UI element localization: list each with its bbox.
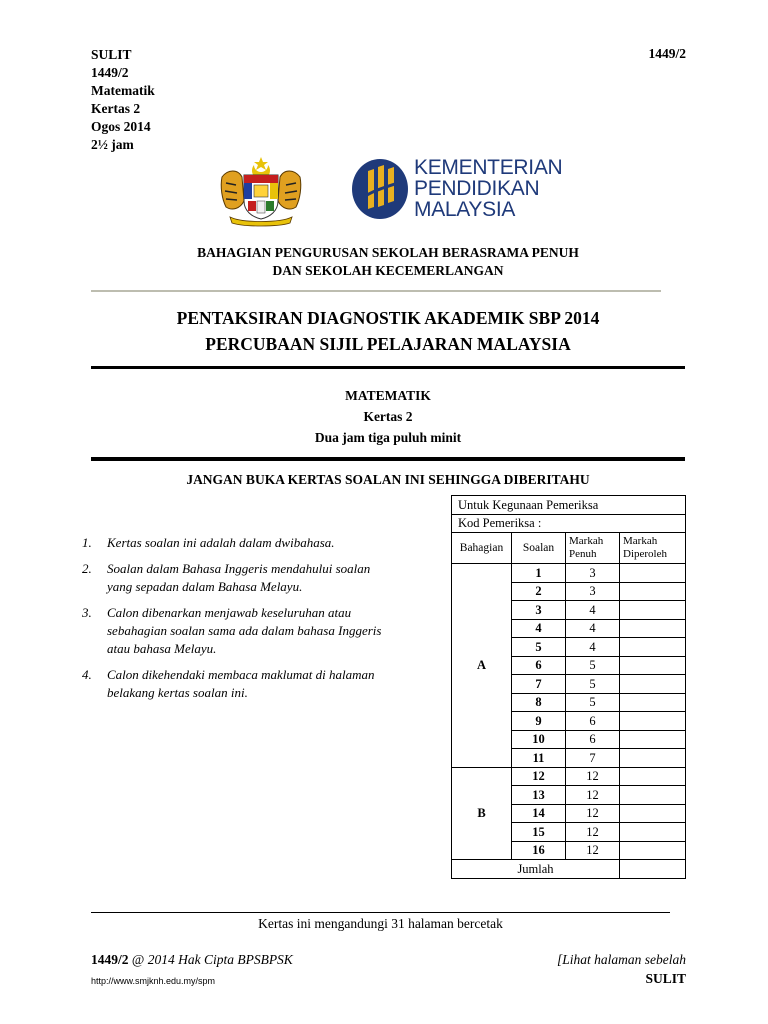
instruction-item bbox=[82, 560, 382, 596]
total-marks-cell[interactable] bbox=[620, 860, 686, 879]
instruction-number: 2. bbox=[82, 561, 92, 576]
full-marks-cell: 6 bbox=[566, 730, 620, 749]
instruction-text: Calon dikehendaki membaca maklumat di halaman belakang kertas soalan ini. bbox=[107, 667, 375, 700]
classification-footer: SULIT bbox=[645, 971, 686, 986]
question-number: 2 bbox=[512, 582, 566, 601]
question-number: 4 bbox=[512, 619, 566, 638]
question-number: 11 bbox=[512, 749, 566, 768]
kpm-logo bbox=[350, 157, 410, 221]
full-marks-cell: 7 bbox=[566, 749, 620, 768]
instruction-text: Soalan dalam Bahasa Inggeris mendahului soalan yang sepadan dalam Bahasa Melayu. bbox=[107, 561, 371, 594]
divider bbox=[91, 457, 685, 461]
exam-title-line-1: PENTAKSIRAN DIAGNOSTIK AKADEMIK SBP 2014 bbox=[176, 308, 600, 328]
paper-number: Kertas 2 bbox=[91, 101, 141, 116]
department-heading bbox=[91, 244, 685, 280]
department-line-1: BAHAGIAN PENGURUSAN SEKOLAH BERASRAMA PENUH bbox=[197, 245, 579, 260]
divider bbox=[91, 912, 670, 913]
copyright-holder: Hak Cipta BPSBPSK bbox=[178, 952, 293, 967]
footer-paper-code: 1449/2 bbox=[91, 952, 129, 967]
exam-duration: 2½ jam bbox=[91, 137, 134, 152]
question-number: 9 bbox=[512, 712, 566, 731]
instruction-number: 1. bbox=[82, 535, 92, 550]
warning-notice: JANGAN BUKA KERTAS SOALAN INI SEHINGGA DIBERITAHU bbox=[186, 472, 590, 487]
marks-obtained-cell[interactable] bbox=[620, 693, 686, 712]
header-question: Soalan bbox=[512, 533, 566, 564]
full-marks-cell: 12 bbox=[566, 786, 620, 805]
question-number: 16 bbox=[512, 841, 566, 860]
question-number: 1 bbox=[512, 564, 566, 583]
instruction-item bbox=[82, 534, 382, 552]
exam-title-line-2: PERCUBAAN SIJIL PELAJARAN MALAYSIA bbox=[205, 334, 571, 354]
full-marks-cell: 12 bbox=[566, 767, 620, 786]
marks-obtained-cell[interactable] bbox=[620, 767, 686, 786]
instruction-number: 4. bbox=[82, 667, 92, 682]
question-number: 6 bbox=[512, 656, 566, 675]
kpm-line-3: MALAYSIA bbox=[414, 198, 516, 221]
kpm-wordmark bbox=[414, 157, 562, 220]
full-marks-cell: 4 bbox=[566, 619, 620, 638]
subject-paper: Kertas 2 bbox=[363, 409, 413, 424]
subject-name: Matematik bbox=[91, 83, 155, 98]
question-number: 14 bbox=[512, 804, 566, 823]
header-full-marks: Markah Penuh bbox=[566, 533, 620, 564]
instructions-list bbox=[82, 534, 382, 710]
marks-obtained-cell[interactable] bbox=[620, 601, 686, 620]
copyright-year: 2014 bbox=[147, 952, 175, 967]
table-row bbox=[452, 564, 686, 583]
subject-title: MATEMATIK bbox=[345, 388, 431, 403]
marks-obtained-cell[interactable] bbox=[620, 656, 686, 675]
marks-obtained-cell[interactable] bbox=[620, 749, 686, 768]
next-page-note: [Lihat halaman sebelah bbox=[556, 952, 686, 967]
source-url: http://www.smjknh.edu.my/spm bbox=[91, 976, 216, 986]
divider bbox=[91, 366, 685, 369]
full-marks-cell: 12 bbox=[566, 823, 620, 842]
paper-code-right: 1449/2 bbox=[648, 46, 686, 61]
marks-obtained-cell[interactable] bbox=[620, 823, 686, 842]
question-number: 5 bbox=[512, 638, 566, 657]
department-line-2: DAN SEKOLAH KECEMERLANGAN bbox=[272, 263, 504, 278]
marks-obtained-cell[interactable] bbox=[620, 675, 686, 694]
full-marks-cell: 3 bbox=[566, 564, 620, 583]
question-number: 7 bbox=[512, 675, 566, 694]
instruction-text: Kertas soalan ini adalah dalam dwibahasa. bbox=[107, 535, 335, 550]
paper-code: 1449/2 bbox=[91, 65, 129, 80]
examiner-table bbox=[451, 495, 686, 879]
marks-obtained-cell[interactable] bbox=[620, 841, 686, 860]
marks-obtained-cell[interactable] bbox=[620, 786, 686, 805]
full-marks-cell: 12 bbox=[566, 804, 620, 823]
question-number: 15 bbox=[512, 823, 566, 842]
header-section: Bahagian bbox=[452, 533, 512, 564]
copyright-line bbox=[91, 952, 293, 968]
exam-title bbox=[91, 305, 685, 357]
kpm-line-1: KEMENTERIAN bbox=[414, 156, 563, 179]
marks-obtained-cell[interactable] bbox=[620, 712, 686, 731]
question-number: 12 bbox=[512, 767, 566, 786]
copyright-symbol: @ bbox=[131, 952, 145, 967]
question-number: 8 bbox=[512, 693, 566, 712]
question-number: 10 bbox=[512, 730, 566, 749]
classification-label: SULIT bbox=[91, 47, 132, 62]
examiner-table-title: Untuk Kegunaan Pemeriksa bbox=[452, 496, 686, 515]
marks-obtained-cell[interactable] bbox=[620, 582, 686, 601]
kpm-line-2: PENDIDIKAN bbox=[414, 177, 540, 200]
full-marks-cell: 12 bbox=[566, 841, 620, 860]
marks-obtained-cell[interactable] bbox=[620, 804, 686, 823]
divider bbox=[91, 290, 661, 292]
full-marks-cell: 3 bbox=[566, 582, 620, 601]
total-label: Jumlah bbox=[452, 860, 620, 879]
section-label: B bbox=[452, 767, 512, 860]
full-marks-cell: 5 bbox=[566, 675, 620, 694]
subject-block bbox=[91, 385, 685, 448]
full-marks-cell: 5 bbox=[566, 656, 620, 675]
instruction-item bbox=[82, 604, 382, 658]
page-count-note: Kertas ini mengandungi 31 halaman bercetak bbox=[258, 916, 503, 931]
full-marks-cell: 6 bbox=[566, 712, 620, 731]
document-header-info bbox=[91, 46, 155, 154]
marks-obtained-cell[interactable] bbox=[620, 638, 686, 657]
full-marks-cell: 5 bbox=[566, 693, 620, 712]
section-label: A bbox=[452, 564, 512, 768]
full-marks-cell: 4 bbox=[566, 638, 620, 657]
examiner-code-field: Kod Pemeriksa : bbox=[452, 514, 686, 533]
subject-duration: Dua jam tiga puluh minit bbox=[314, 430, 462, 445]
full-marks-cell: 4 bbox=[566, 601, 620, 620]
header-marks-obtained: Markah Diperoleh bbox=[620, 533, 686, 564]
exam-date: Ogos 2014 bbox=[91, 119, 151, 134]
instruction-number: 3. bbox=[82, 605, 92, 620]
marks-obtained-cell[interactable] bbox=[620, 564, 686, 583]
table-row bbox=[452, 767, 686, 786]
instruction-item bbox=[82, 666, 382, 702]
question-number: 3 bbox=[512, 601, 566, 620]
marks-obtained-cell[interactable] bbox=[620, 619, 686, 638]
malaysia-coat-of-arms-logo bbox=[218, 155, 304, 227]
marks-obtained-cell[interactable] bbox=[620, 730, 686, 749]
instruction-text: Calon dibenarkan menjawab keseluruhan atau sebahagian soalan sama ada dalam bahasa Inggeris atau bahasa Melayu. bbox=[107, 605, 382, 656]
question-number: 13 bbox=[512, 786, 566, 805]
total-row bbox=[452, 860, 686, 879]
